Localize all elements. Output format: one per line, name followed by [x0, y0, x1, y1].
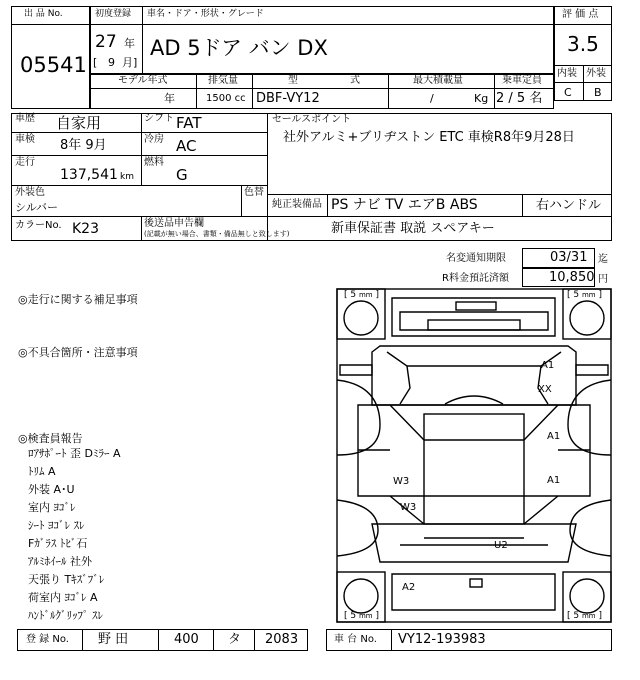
mileage-unit: km — [120, 172, 134, 182]
model-year-value: 年 — [164, 92, 175, 105]
inspector-line: ﾛｱｻﾎﾟｰﾄ 歪 Dﾐﾗｰ A — [28, 447, 121, 460]
mark-a1-front-right: A1 — [541, 360, 555, 371]
recycle-value: 10,850 — [549, 270, 595, 285]
month-char: 月] — [122, 56, 138, 69]
interior-label: 内装 — [557, 68, 577, 79]
chassis-label: 車 台 No. — [334, 634, 377, 645]
inspector-line: 室内 ﾖｺﾞﾚ — [28, 501, 76, 514]
mark-xx: XX — [538, 384, 552, 395]
ac-value: AC — [176, 137, 197, 155]
first-registration-month: 9 — [108, 56, 115, 69]
chassis-value: VY12-193983 — [398, 632, 486, 647]
mark-a1-right-rear-door: A1 — [547, 475, 561, 486]
color-no-label: カラーNo. — [15, 220, 62, 231]
name-change-unit: 迄 — [598, 254, 608, 265]
fuel-value: G — [176, 166, 188, 184]
recycle-unit: 円 — [598, 274, 608, 285]
sales-point-label: セールスポイント — [272, 114, 352, 125]
history-label: 車歴 — [15, 113, 35, 124]
recycle-label: R料金預託済額 — [442, 273, 509, 284]
driving-remarks-label: ◎走行に関する補足事項 — [18, 293, 138, 306]
mark-a2: A2 — [402, 582, 416, 593]
inspector-line: ｱﾙﾐﾎｲｰﾙ 社外 — [28, 555, 92, 568]
registration-class: 400 — [174, 632, 199, 647]
inspector-line: 天張り Tｷｽﾞﾌﾞﾚ — [28, 573, 105, 586]
repaint-label: 色替 — [244, 187, 264, 198]
model-year-label: モデル年式 — [118, 75, 168, 86]
capacity-value: 2 / 5 名 — [496, 91, 543, 106]
displacement-value: 1500 cc — [206, 93, 246, 104]
type-label-2: 式 — [350, 75, 360, 86]
post-declaration-label: 後送品申告欄 — [144, 218, 204, 229]
mileage-value: 137,541 — [60, 167, 118, 183]
tire-label-rear-left: [ 5 mm ] — [344, 611, 379, 621]
first-registration-year: 27 — [95, 32, 117, 52]
genuine-equipment-value: PS ナビ TV エアB ABS — [331, 197, 478, 213]
lot-number-label: 出 品 No. — [24, 9, 63, 19]
mark-w3-left-front: W3 — [393, 476, 410, 487]
registration-kana: タ — [228, 632, 242, 647]
defects-label: ◎不具合箇所・注意事項 — [18, 346, 138, 359]
inspection-value: 8年 9月 — [60, 138, 107, 153]
registration-number: 2083 — [265, 632, 299, 647]
steering-value: 右ハンドル — [536, 198, 602, 213]
mark-w3-left-rear: W3 — [400, 502, 417, 513]
post-declaration-value: 新車保証書 取説 スペアキー — [331, 221, 495, 236]
inspector-line: ｼｰﾄ ﾖｺﾞﾚ ｽﾚ — [28, 519, 85, 532]
sales-point-value: 社外アルミ+ブリヂストン ETC 車検R8年9月28日 — [283, 130, 575, 145]
color-label: 外装色 — [15, 187, 45, 198]
post-declaration-note: (記載が無い場合、書類・備品無しと致します) — [144, 230, 290, 238]
ac-label: 冷房 — [144, 134, 164, 145]
exterior-label: 外装 — [586, 68, 606, 79]
month-bracket-open: [ — [93, 56, 98, 69]
registration-area: 野 田 — [98, 632, 129, 647]
color-value: シルバー — [15, 201, 58, 214]
history-value: 自家用 — [56, 114, 102, 132]
inspector-line: 荷室内 ﾖｺﾞﾚ A — [28, 591, 98, 604]
year-char: 年 — [124, 37, 135, 50]
interior-value: C — [564, 86, 572, 99]
inspection-label: 車検 — [15, 134, 35, 145]
type-value: DBF-VY12 — [256, 91, 320, 106]
max-load-unit: Kg — [474, 92, 489, 105]
score-value: 3.5 — [567, 32, 599, 56]
score-label: 評 価 点 — [562, 9, 599, 20]
capacity-label: 乗車定員 — [502, 75, 542, 86]
inspector-line: ﾄﾘﾑ A — [28, 465, 56, 478]
genuine-equipment-label: 純正装備品 — [272, 199, 322, 210]
first-registration-label: 初度登録 — [95, 9, 132, 19]
mark-u2: U2 — [494, 540, 508, 551]
inspector-line: 外装 A･U — [28, 483, 75, 496]
fuel-label: 燃料 — [144, 157, 164, 168]
shift-value: FAT — [176, 114, 202, 132]
name-change-label: 名変通知期限 — [446, 253, 506, 264]
displacement-label: 排気量 — [208, 75, 238, 86]
lot-number-value: 05541 — [20, 53, 87, 77]
max-load-slash: / — [430, 92, 434, 105]
model-header-label: 車名・ドア・形状・グレード — [147, 9, 264, 19]
registration-label: 登 録 No. — [26, 634, 69, 645]
tire-label-front-left: [ 5 mm ] — [344, 290, 379, 300]
max-load-label: 最大積載量 — [413, 75, 463, 86]
mileage-label: 走行 — [15, 157, 35, 168]
tire-label-rear-right: [ 5 mm ] — [567, 611, 602, 621]
inspector-line: Fｶﾞﾗｽ ﾄﾋﾞ石 — [28, 537, 88, 550]
color-no-value: K23 — [72, 221, 99, 237]
inspector-line: ﾊﾝﾄﾞﾙｸﾞﾘｯﾌﾟ ｽﾚ — [28, 609, 103, 622]
name-change-value: 03/31 — [550, 250, 588, 265]
type-label-1: 型 — [288, 75, 298, 86]
mark-a1-right-front-door: A1 — [547, 431, 561, 442]
shift-label: シフト — [144, 113, 174, 124]
model-name: AD 5ドア バン DX — [150, 36, 328, 60]
exterior-value: B — [594, 86, 602, 99]
tire-label-front-right: [ 5 mm ] — [567, 290, 602, 300]
inspector-report-label: ◎検査員報告 — [18, 432, 83, 445]
